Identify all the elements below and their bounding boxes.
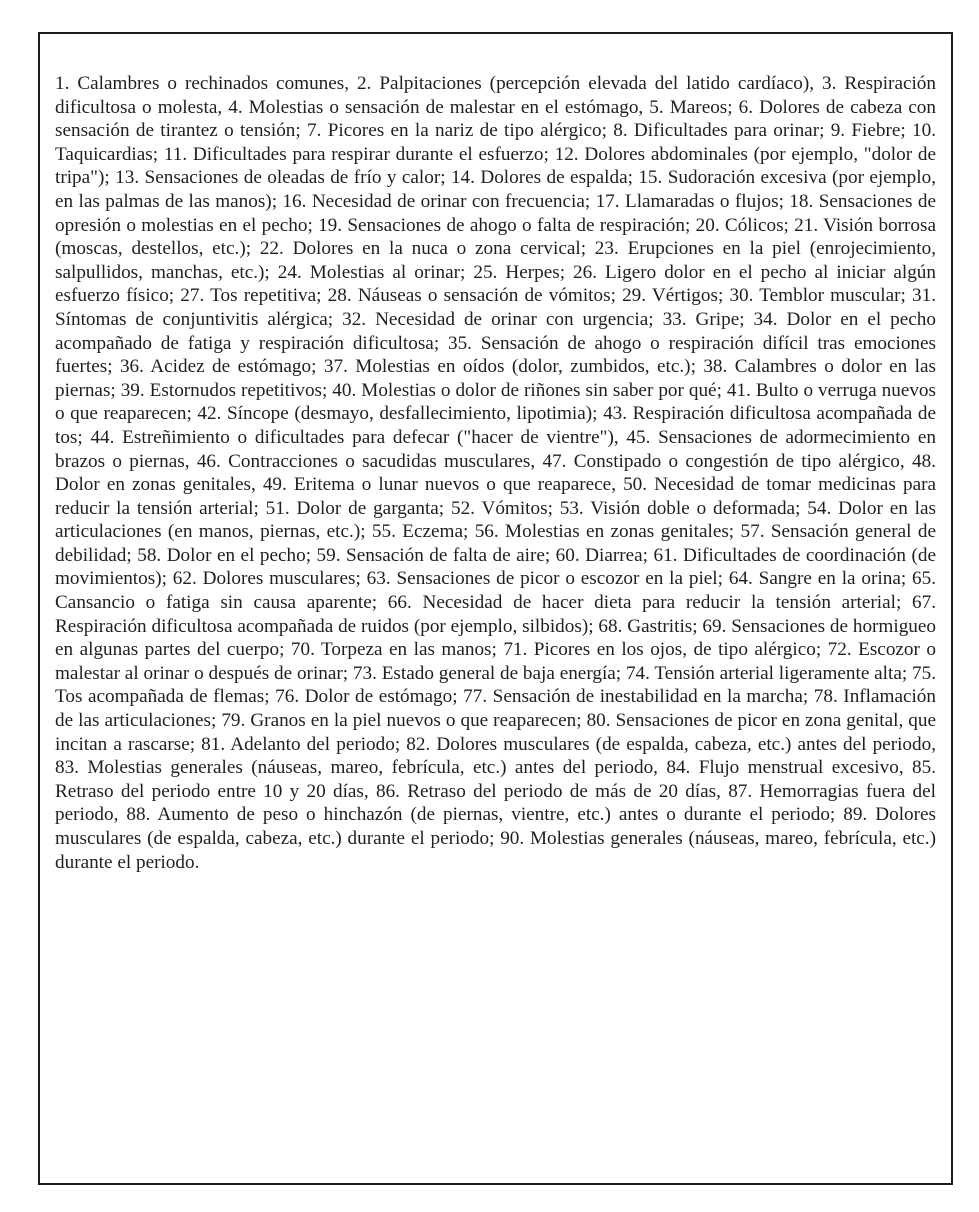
- document-frame: [38, 32, 953, 1185]
- symptom-list-paragraph: 1. Calambres o rechinados comunes, 2. Palpitaciones (percepción elevada del latido cardíaco), 3. Respiración dificultosa o molesta, 4. Molestias o sensación de malestar en el estómago, 5. Mareos; 6. Dolores de cabeza con sensación de tirantez o tensión; 7. Picores en la nariz de tipo alérgico; 8. Dificultades para orinar; 9. Fiebre; 10. Taquicardias; 11. Dificultades para respirar durante el esfuerzo; 12. Dolores abdominales (por ejemplo, "dolor de tripa"); 13. Sensaciones de oleadas de frío y calor; 14. Dolores de espalda; 15. Sudoración excesiva (por ejemplo, en las palmas de las manos); 16. Necesidad de orinar con frecuencia; 17. Llamaradas o flujos; 18. Sensaciones de opresión o molestias en el pecho; 19. Sensaciones de ahogo o falta de respiración; 20. Cólicos; 21. Visión borrosa (moscas, destellos, etc.); 22. Dolores en la nuca o zona cervical; 23. Erupciones en la piel (enrojecimiento, salpullidos, manchas, etc.); 24. Molestias al orinar; 25. Herpes; 26. Ligero dolor en el pecho al iniciar algún esfuerzo físico; 27. Tos repetitiva; 28. Náuseas o sensación de vómitos; 29. Vértigos; 30. Temblor muscular; 31. Síntomas de conjuntivitis alérgica; 32. Necesidad de orinar con urgencia; 33. Gripe; 34. Dolor en el pecho acompañado de fatiga y respiración dificultosa; 35. Sensación de ahogo o respiración difícil tras emociones fuertes; 36. Acidez de estómago; 37. Molestias en oídos (dolor, zumbidos, etc.); 38. Calambres o dolor en las piernas; 39. Estornudos repetitivos; 40. Molestias o dolor de riñones sin saber por qué; 41. Bulto o verruga nuevos o que reaparecen; 42. Síncope (desmayo, desfallecimiento, lipotimia); 43. Respiración dificultosa acompañada de tos; 44. Estreñimiento o dificultades para defecar ("hacer de vientre"), 45. Sensaciones de adormecimiento en brazos o piernas, 46. Contracciones o sacudidas musculares, 47. Constipado o congestión de tipo alérgico, 48. Dolor en zonas genitales, 49. Eritema o lunar nuevos o que reaparece, 50. Necesidad de tomar medicinas para reducir la tensión arterial; 51. Dolor de garganta; 52. Vómitos; 53. Visión doble o deformada; 54. Dolor en las articulaciones (en manos, piernas, etc.); 55. Eczema; 56. Molestias en zonas genitales; 57. Sensación general de debilidad; 58. Dolor en el pecho; 59. Sensación de falta de aire; 60. Diarrea; 61. Dificultades de coordinación (de movimientos); 62. Dolores musculares; 63. Sensaciones de picor o escozor en la piel; 64. Sangre en la orina; 65. Cansancio o fatiga sin causa aparente; 66. Necesidad de hacer dieta para reducir la tensión arterial; 67. Respiración dificultosa acompañada de ruidos (por ejemplo, silbidos); 68. Gastritis; 69. Sensaciones de hormigueo en algunas partes del cuerpo; 70. Torpeza en las manos; 71. Picores en los ojos, de tipo alérgico; 72. Escozor o malestar al orinar o después de orinar; 73. Estado general de baja energía; 74. Tensión arterial ligeramente alta; 75. Tos acompañada de flemas; 76. Dolor de estómago; 77. Sensación de inestabilidad en la marcha; 78. Inflamación de las articulaciones; 79. Granos en la piel nuevos o que reaparecen; 80. Sensaciones de picor en zona genital, que incitan a rascarse; 81. Adelanto del periodo; 82. Dolores musculares (de espalda, cabeza, etc.) antes del periodo, 83. Molestias generales (náuseas, mareo, febrícula, etc.) antes del periodo, 84. Flujo menstrual excesivo, 85. Retraso del periodo entre 10 y 20 días, 86. Retraso del periodo de más de 20 días, 87. Hemorragias fuera del periodo, 88. Aumento de peso o hinchazón (de piernas, vientre, etc.) antes o durante el periodo; 89. Dolores musculares (de espalda, cabeza, etc.) durante el periodo; 90. Molestias generales (náuseas, mareo, febrícula, etc.) durante el periodo.: [55, 73, 936, 873]
